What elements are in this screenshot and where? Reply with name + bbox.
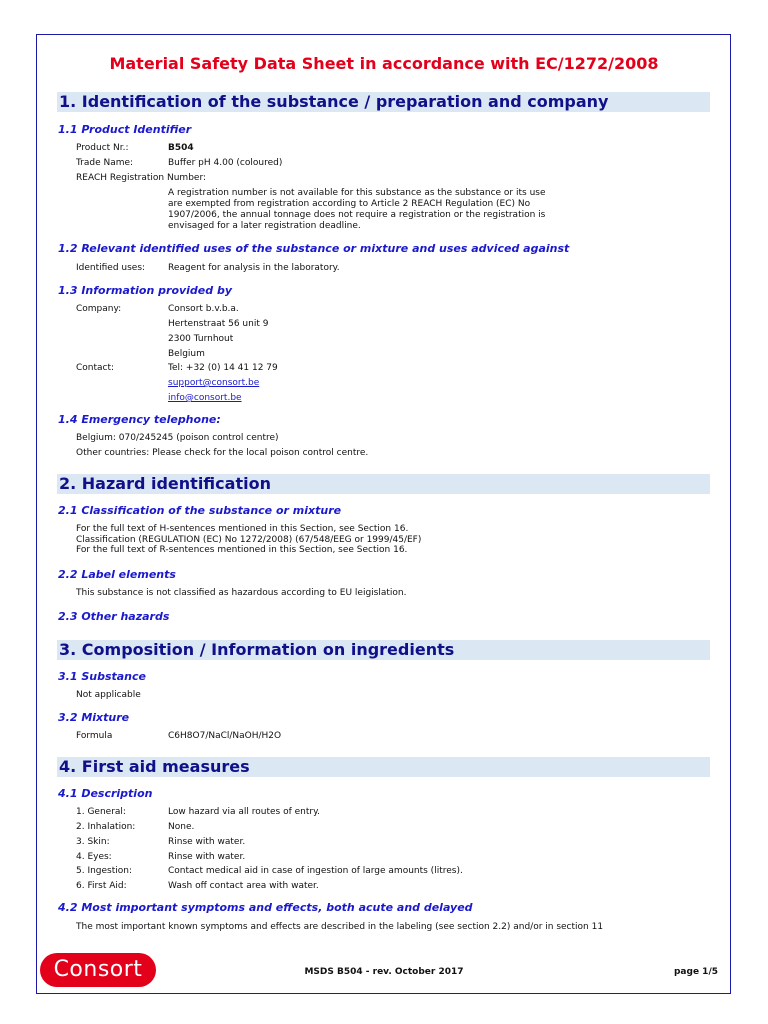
- first-aid-value: Wash off contact area with water.: [168, 881, 319, 891]
- first-aid-label: 2. Inhalation:: [76, 822, 136, 832]
- subsection-2-2-heading: 2.2 Label elements: [58, 568, 176, 581]
- symptoms-text: The most important known symptoms and effects are described in the labeling (see section 2.2) and/or in section 11: [76, 922, 604, 932]
- first-aid-value: Rinse with water.: [168, 852, 246, 862]
- subsection-4-2-heading: 4.2 Most important symptoms and effects, both acute and delayed: [58, 901, 473, 914]
- substance-text: Not applicable: [76, 690, 141, 700]
- classification-line: Classification (REGULATION (EC) No 1272/2008) (67/548/EEG or 1999/45/EF): [76, 534, 422, 545]
- first-aid-value: Low hazard via all routes of entry.: [168, 807, 320, 817]
- contact-tel: Tel: +32 (0) 14 41 12 79: [168, 363, 278, 373]
- support-email-link[interactable]: support@consort.be: [168, 378, 260, 388]
- reach-line: are exempted from registration according to Article 2 REACH Regulation (EC) No: [168, 199, 531, 209]
- identified-uses-label: Identified uses:: [76, 263, 146, 273]
- classification-line: For the full text of R-sentences mentioned in this Section, see Section 16.: [76, 545, 408, 555]
- reach-paragraph: [168, 188, 568, 232]
- emergency-other: Other countries: Please check for the local poison control centre.: [76, 448, 369, 458]
- subsection-1-1-heading: 1.1 Product Identifier: [58, 123, 192, 136]
- footer-page-number: page 1/5: [673, 967, 718, 977]
- first-aid-label: 4. Eyes:: [76, 852, 112, 862]
- product-nr-value: B504: [168, 143, 194, 153]
- document-title: Material Safety Data Sheet in accordance with EC/1272/2008: [109, 54, 659, 73]
- first-aid-label: 5. Ingestion:: [76, 866, 133, 876]
- subsection-3-2-heading: 3.2 Mixture: [58, 711, 130, 724]
- trade-name-label: Trade Name:: [76, 158, 134, 168]
- subsection-4-1-heading: 4.1 Description: [58, 787, 153, 800]
- classification-paragraph: [76, 524, 421, 556]
- label-elements-text: This substance is not classified as hazardous according to EU leigislation.: [76, 588, 407, 598]
- subsection-2-3-heading: 2.3 Other hazards: [58, 610, 170, 623]
- company-city: 2300 Turnhout: [168, 334, 234, 344]
- consort-logo: Consort: [40, 953, 156, 987]
- reach-line: 1907/2006, the annual tonnage does not require a registration or the registration is: [168, 210, 546, 220]
- company-street: Hertenstraat 56 unit 9: [168, 319, 269, 329]
- identified-uses-value: Reagent for analysis in the laboratory.: [168, 263, 340, 273]
- info-email-link[interactable]: info@consort.be: [168, 393, 242, 403]
- first-aid-value: None.: [168, 822, 195, 832]
- subsection-1-4-heading: 1.4 Emergency telephone:: [58, 413, 221, 426]
- contact-label: Contact:: [76, 363, 115, 373]
- classification-line: For the full text of H-sentences mentioned in this Section, see Section 16.: [76, 524, 409, 534]
- section-1-heading: 1. Identification of the substance / preparation and company: [57, 92, 710, 112]
- first-aid-value: Rinse with water.: [168, 837, 246, 847]
- subsection-1-2-heading: 1.2 Relevant identified uses of the substance or mixture and uses adviced against: [58, 242, 570, 255]
- formula-label: Formula: [76, 731, 113, 741]
- emergency-belgium: Belgium: 070/245245 (poison control centre): [76, 433, 279, 443]
- first-aid-label: 1. General:: [76, 807, 126, 817]
- first-aid-label: 3. Skin:: [76, 837, 110, 847]
- first-aid-value: Contact medical aid in case of ingestion of large amounts (litres).: [168, 866, 463, 876]
- company-name: Consort b.v.b.a.: [168, 304, 239, 314]
- company-label: Company:: [76, 304, 122, 314]
- section-4-heading: 4. First aid measures: [57, 757, 710, 777]
- subsection-2-1-heading: 2.1 Classification of the substance or mixture: [58, 504, 342, 517]
- reach-line: A registration number is not available for this substance as the substance or its use: [168, 188, 546, 198]
- reach-line: envisaged for a later registration deadline.: [168, 221, 361, 231]
- first-aid-label: 6. First Aid:: [76, 881, 127, 891]
- subsection-1-3-heading: 1.3 Information provided by: [58, 284, 233, 297]
- reach-label: REACH Registration Number:: [76, 173, 207, 183]
- trade-name-value: Buffer pH 4.00 (coloured): [168, 158, 283, 168]
- formula-value: C6H8O7/NaCl/NaOH/H2O: [168, 731, 282, 741]
- footer-document-id: MSDS B504 - rev. October 2017: [304, 967, 464, 977]
- company-country: Belgium: [168, 349, 205, 359]
- section-2-heading: 2. Hazard identification: [57, 474, 710, 494]
- subsection-3-1-heading: 3.1 Substance: [58, 670, 146, 683]
- product-nr-label: Product Nr.:: [76, 143, 129, 153]
- section-3-heading: 3. Composition / Information on ingredients: [57, 640, 710, 660]
